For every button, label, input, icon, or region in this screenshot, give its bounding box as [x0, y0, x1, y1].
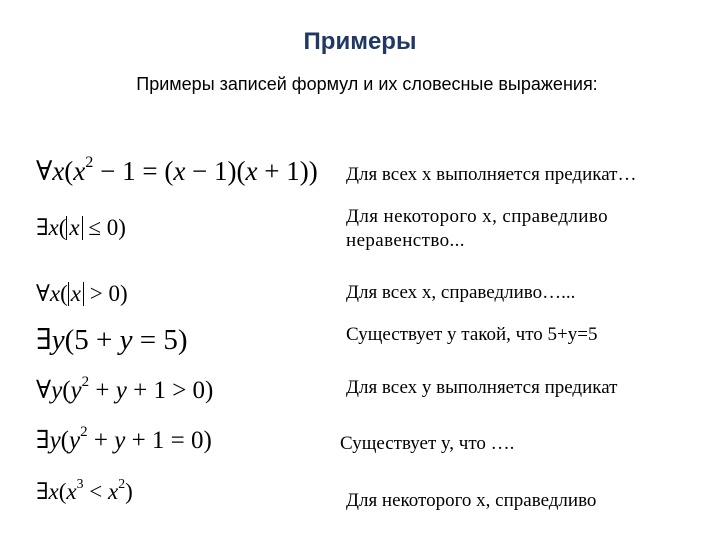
description-6: Существует y, что ….: [340, 433, 515, 454]
formula-6: $\exists y(y^2 + y + 1 = 0)$: [36, 424, 212, 454]
formula-1: $\forall x(x^2 - 1 = (x - 1)(x + 1))$: [36, 153, 318, 186]
page-subtitle: Примеры записей формул и их словесные выражения:: [136, 74, 598, 94]
formula-7: $\exists x(x^3 < x^2)$: [36, 475, 133, 504]
description-1: Для всех x выполняется предикат…: [346, 164, 637, 185]
description-2: Для некоторого x, справедливо неравенство...: [346, 206, 609, 251]
formula-4: ∃y(5 + y = 5): [36, 324, 188, 356]
description-7: Для некоторого x, справедливо: [346, 490, 597, 511]
formula-3: ∀x( x > 0): [36, 281, 128, 306]
description-3: Для всех x, справедливо…...: [346, 282, 576, 303]
formula-5: $\forall y(y^2 + y + 1 > 0)$: [36, 374, 214, 404]
description-4: Существует y такой, что 5+y=5: [346, 324, 598, 345]
page-title: Примеры: [303, 28, 417, 55]
description-5: Для всех y выполняется предикат: [346, 377, 618, 398]
formula-2: ∃x( x ≤ 0): [36, 215, 126, 240]
